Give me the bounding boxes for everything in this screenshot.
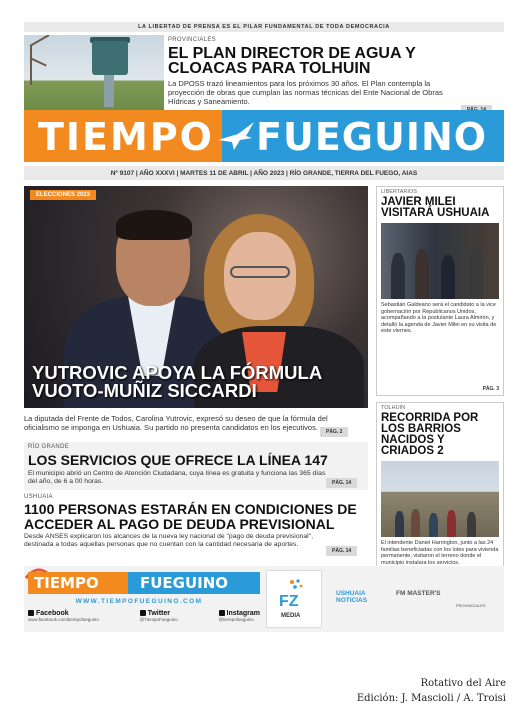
provinciales-label: PROVINCIALES [456,603,486,608]
side-story-tolhuin[interactable] [376,402,504,580]
person-figure [391,253,405,299]
footer [24,566,504,632]
man-figure-hair [116,210,192,240]
fm-masters-logo[interactable]: FM MASTER'S [396,590,441,597]
facebook-handle: www.facebook.com/tiempofueguino [28,617,99,622]
side1-kicker: LIBERTARIOS [381,189,417,195]
story2-kicker: RÍO GRANDE [28,444,70,450]
person-figure [415,249,429,299]
top-story-body: La DPOSS trazó lineamientos para los próximos 30 años. El Plan contempla la proyección de obras que cumplan las normas técnicas del Ente Nacional de Obras Hídricas y Saneamiento. [168,79,443,106]
footer-logo-tiempo: TIEMPO [34,574,99,592]
story3-page: PÁG. 14 [326,546,357,556]
twitter-link[interactable] [140,610,178,622]
top-story-headline[interactable]: EL PLAN DIRECTOR DE AGUA Y CLOACAS PARA TOLHUIN [168,45,416,77]
instagram-icon [219,610,225,616]
top-story-kicker: PROVINCIALES [168,37,216,43]
footer-logo [28,572,260,594]
masthead-tiempo: TIEMPO [38,115,214,159]
side1-headline[interactable]: JAVIER MILEI VISITARÁ USHUAIA [381,196,490,219]
masthead-logo [24,110,504,162]
person-figure [429,513,438,537]
side1-page: PÁG. 3 [482,386,499,392]
website-link[interactable]: WWW.TIEMPOFUEGUINO.COM [75,598,203,605]
credits-line-1: Rotativo del Aire [420,678,506,689]
story3-headline[interactable]: 1100 PERSONAS ESTARÁN EN CONDICIONES DE ACCEDER AL PAGO DE DEUDA PREVISIONAL [24,501,357,532]
side2-body: El intendente Daniel Harrington, junto a las 24 familias beneficiadas con los lotes para vivienda permanente, visitaron el terreno donde el municipio instalara los servicios. [381,540,499,566]
top-story[interactable] [24,35,504,117]
main-story-body: La diputada del Frente de Todos, Carolina Yutrovic, expresó su deseo de que la fórmula del oficialismo se imponga en Ushuaia. Su partido no presenta candidatos en los ejecutivos. [24,414,328,432]
side2-photo [381,461,499,537]
instagram-handle: @tiempofueguino [218,617,254,622]
tree-shape [30,45,60,85]
main-story-headline[interactable]: YUTROVIC APOYA LA FÓRMULA VUOTO-MUÑIZ SICCARDI [32,362,322,401]
newspaper-front-page [24,22,504,634]
fz-media-logo[interactable] [266,570,322,628]
facebook-icon [28,610,34,616]
glasses-shape [230,266,290,278]
credits [357,676,506,706]
social-links [28,610,260,622]
instagram-label: Instagram [226,610,260,617]
water-tank [92,41,128,75]
credits-line-2: Edición: J. Mascioli / A. Troisi [356,693,506,704]
facebook-label: Facebook [36,610,69,617]
side-story-milei[interactable] [376,186,504,396]
main-story-page: PÁG. 2 [320,427,348,437]
story3-kicker: USHUAIA [24,494,53,500]
person-figure [395,511,404,537]
person-figure [467,512,476,537]
fz-media-text: MEDIA [281,613,301,619]
main-story-photo[interactable] [24,186,368,408]
water-tank-photo [24,35,164,117]
footer-logo-fueguino: FUEGUINO [140,574,229,592]
person-figure [411,509,420,537]
twitter-handle: @TiempoFueguino [139,617,178,622]
side2-headline[interactable]: RECORRIDA POR LOS BARRIOS NACIDOS Y CRIADOS 2 [381,412,479,457]
fz-logo-text: FZ [279,593,299,610]
side1-photo [381,223,499,299]
story3-body: Desde ANSES explicaron los alcances de la nueva ley nacional de "pago de deuda previsional", destinada a todas aquellas personas que no cuentan con la cantidad necesaria de aportes. [24,533,313,548]
story2-headline[interactable]: LOS SERVICIOS QUE OFRECE LA LÍNEA 147 [28,452,328,468]
person-figure [469,247,483,299]
motto-banner: LA LIBERTAD DE PRENSA ES EL PILAR FUNDAMENTAL DE TODA DEMOCRACIA [24,22,504,32]
story2-page: PÁG. 14 [326,478,357,488]
twitter-icon [140,610,146,616]
twitter-label: Twitter [147,610,171,617]
facebook-link[interactable] [28,610,99,622]
masthead-fueguino: FUEGUINO [256,115,488,159]
dateline: Nº 9107 | AÑO XXXVI | MARTES 11 DE ABRIL | AÑO 2023 | RÍO GRANDE, TIERRA DEL FUEGO, AIAS [24,166,504,180]
person-figure [441,255,455,299]
side1-body: Sebastián Galdeano será el candidato a la vice gobernación por Republicanos Unidos, acompañando a la postulante Laura Almirón, y detalló la agenda de Javier Milei en su visita de este viernes. [381,302,497,335]
bird-icon [216,118,256,154]
side2-kicker: TOLHUIN [381,405,406,411]
person-figure [447,510,456,537]
story-deuda-previsional[interactable] [24,492,368,556]
story2-body: El municipio abrió un Centro de Atención Ciudadana, cuya línea es gratuita y funciona las 365 días del año, de 6 a 00 horas. [28,470,326,485]
elecciones-tag: ELECCIONES 2023 [30,190,96,200]
story-linea-147[interactable] [24,442,368,490]
instagram-link[interactable] [219,610,260,622]
dots-icon [289,579,303,591]
ushuaia-noticias-logo[interactable]: USHUAIA NOTICIAS [336,590,368,604]
